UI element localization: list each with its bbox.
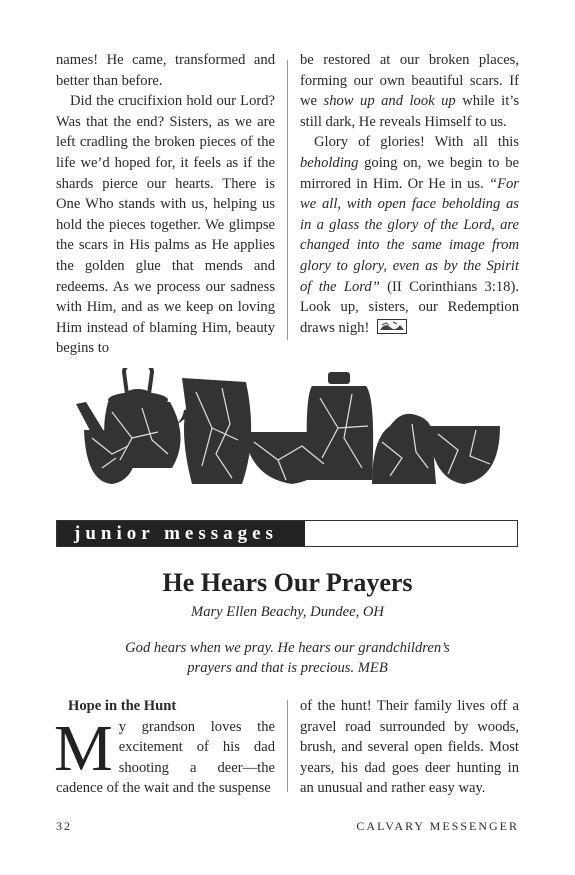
publication-name: CALVARY MESSENGER bbox=[356, 819, 519, 833]
article-title: He Hears Our Prayers bbox=[162, 568, 413, 597]
bottom-right-column bbox=[300, 696, 519, 799]
section-banner bbox=[56, 520, 518, 547]
top-left-column bbox=[56, 50, 275, 359]
page-number: 32 bbox=[56, 819, 72, 833]
paragraph: Did the crucifixion hold our Lord? Was that the end? Sisters, as we are left cradling the broken pieces of the life we’d hoped for, it feels as if the shards pierce our hearts. There is One Who stands with us, helping us hold the pieces together. We glimpse the scars in His palms as He applies the golden glue that mends and redeems. As we process our sadness with Him, and as we keep on loving Him instead of blaming Him, beauty begins to bbox=[56, 93, 275, 357]
paragraph: Glory of glories! With all this beholding going on, we begin to be mirrored in Him. Or He in us. “For we all, with open face beholding as in a glass the glory of the Lord, are changed into the same image from glory to glory, even as by the Spirit of the Lord” (II Corinthians 3:18). Look up, sisters, our Redemption draws nigh! bbox=[300, 134, 519, 336]
paragraph: My grandson loves the excitement of his dad shooting a deer—the cadence of the wait and the suspense bbox=[54, 711, 275, 797]
drop-cap: M bbox=[54, 711, 113, 785]
banner-label-block bbox=[57, 521, 305, 546]
article-intro: God hears when we pray. He hears our grandchildren’s prayers and that is precious. MEB bbox=[125, 640, 450, 676]
column-divider bbox=[287, 60, 288, 340]
article-byline: Mary Ellen Beachy, Dundee, OH bbox=[191, 604, 384, 620]
section-label: junior messages bbox=[74, 523, 278, 544]
end-mark-icon bbox=[377, 319, 407, 334]
top-right-column bbox=[300, 50, 519, 338]
bottom-left-column bbox=[56, 696, 275, 799]
paragraph: be restored at our broken places, forming our own beautiful scars. If we show up and look up while it’s still dark, He reveals Himself to us. bbox=[300, 52, 519, 130]
paragraph: of the hunt! Their family lives off a gravel road surrounded by woods, brush, and several open fields. Most years, his dad goes deer hunting in an unusual and rather easy way. bbox=[300, 698, 519, 797]
subheading: Hope in the Hunt bbox=[68, 698, 177, 714]
broken-pottery-illustration bbox=[72, 368, 502, 493]
paragraph: names! He came, transformed and better than before. bbox=[56, 52, 275, 89]
column-divider bbox=[287, 700, 288, 792]
